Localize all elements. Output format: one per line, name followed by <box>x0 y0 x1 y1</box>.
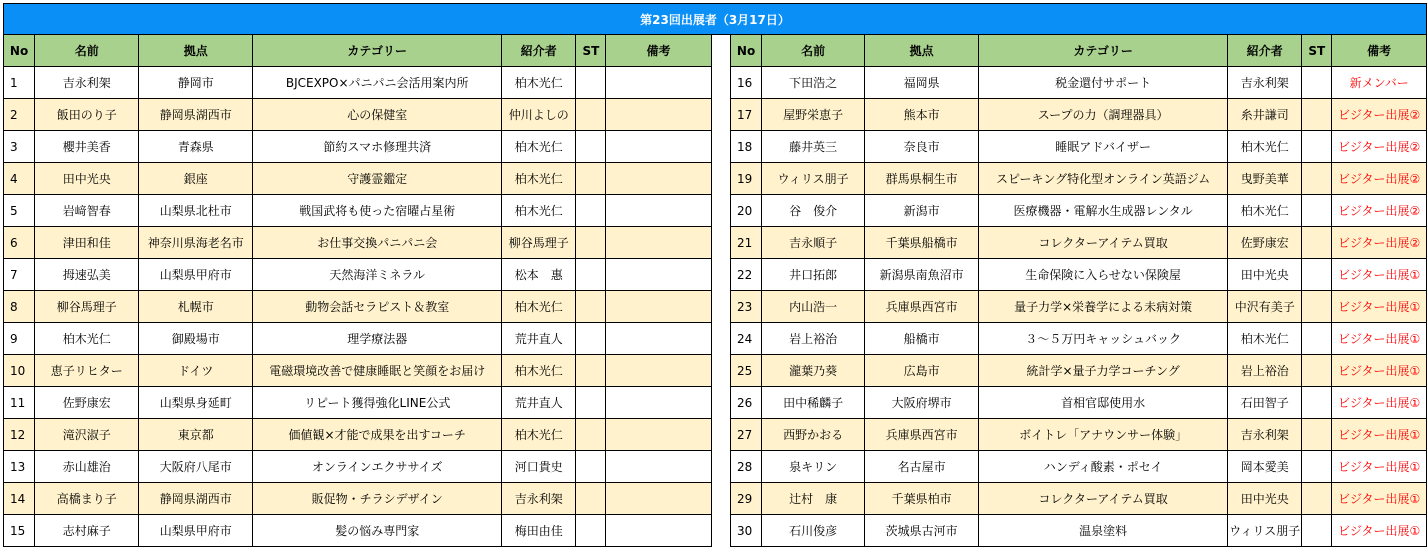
table-row <box>4 67 1427 99</box>
cell-referrer[interactable]: 松本 惠 <box>502 259 576 291</box>
cell-category[interactable]: 医療機器・電解水生成器レンタル <box>979 195 1228 227</box>
cell-no[interactable]: 19 <box>730 163 761 195</box>
cell-st[interactable] <box>1302 163 1332 195</box>
cell-referrer[interactable]: 柏木光仁 <box>1228 323 1302 355</box>
header-referrer[interactable]: 紹介者 <box>1228 35 1302 67</box>
cell-category[interactable]: 価値観×才能で成果を出すコーチ <box>253 419 502 451</box>
cell-st[interactable] <box>1302 227 1332 259</box>
spacer-cell <box>711 163 730 195</box>
cell-base[interactable]: 新潟県南魚沼市 <box>865 259 979 291</box>
cell-st[interactable] <box>576 483 606 515</box>
cell-base[interactable]: 山梨県甲府市 <box>139 259 253 291</box>
cell-name[interactable]: 滝沢淑子 <box>35 419 139 451</box>
cell-category[interactable]: 動物会話セラピスト＆教室 <box>253 291 502 323</box>
table-row <box>4 323 1427 355</box>
cell-referrer[interactable]: 柏木光仁 <box>1228 195 1302 227</box>
cell-referrer[interactable]: 柏木光仁 <box>502 67 576 99</box>
cell-st[interactable] <box>576 99 606 131</box>
header-base[interactable]: 拠点 <box>139 35 253 67</box>
cell-st[interactable] <box>1302 131 1332 163</box>
cell-no[interactable]: 18 <box>730 131 761 163</box>
cell-no[interactable]: 30 <box>730 515 761 547</box>
header-base[interactable]: 拠点 <box>865 35 979 67</box>
cell-st[interactable] <box>1302 67 1332 99</box>
cell-name[interactable]: 下田浩之 <box>762 67 865 99</box>
cell-st[interactable] <box>1302 419 1332 451</box>
cell-note[interactable]: ビジター出展② <box>1332 99 1427 131</box>
cell-category[interactable]: 天然海洋ミネラル <box>253 259 502 291</box>
spacer-cell <box>711 515 730 547</box>
cell-no[interactable]: 22 <box>730 259 761 291</box>
cell-base[interactable]: 山梨県北杜市 <box>139 195 253 227</box>
cell-base[interactable]: 広島市 <box>865 355 979 387</box>
cell-note[interactable]: ビジター出展② <box>1332 227 1427 259</box>
header-referrer[interactable]: 紹介者 <box>502 35 576 67</box>
spacer-column <box>711 35 730 67</box>
table-row <box>4 259 1427 291</box>
table-row <box>4 131 1427 163</box>
cell-name[interactable]: 岩上裕治 <box>762 323 865 355</box>
cell-name[interactable]: 吉永利架 <box>35 67 139 99</box>
cell-name[interactable]: 田中光央 <box>35 163 139 195</box>
cell-name[interactable]: 柏木光仁 <box>35 323 139 355</box>
cell-name[interactable]: 藤井英三 <box>762 131 865 163</box>
cell-base[interactable]: 茨城県古河市 <box>865 515 979 547</box>
cell-note[interactable] <box>606 227 711 259</box>
cell-st[interactable] <box>1302 323 1332 355</box>
cell-note[interactable]: ビジター出展② <box>1332 163 1427 195</box>
cell-category[interactable]: 温泉塗料 <box>979 515 1228 547</box>
cell-category[interactable]: 髪の悩み専門家 <box>253 515 502 547</box>
cell-name[interactable]: 恵子リヒター <box>35 355 139 387</box>
cell-base[interactable]: 山梨県甲府市 <box>139 515 253 547</box>
cell-category[interactable]: スープの力（調理器具） <box>979 99 1228 131</box>
cell-no[interactable]: 13 <box>4 451 35 483</box>
header-note[interactable]: 備考 <box>1332 35 1427 67</box>
cell-st[interactable] <box>576 419 606 451</box>
table-row <box>4 515 1427 547</box>
cell-name[interactable]: 櫻井美香 <box>35 131 139 163</box>
cell-no[interactable]: 24 <box>730 323 761 355</box>
cell-name[interactable]: 高橋まり子 <box>35 483 139 515</box>
cell-referrer[interactable]: 田中光央 <box>1228 259 1302 291</box>
cell-referrer[interactable]: 仲川よしの <box>502 99 576 131</box>
cell-note[interactable] <box>606 195 711 227</box>
cell-base[interactable]: 群馬県桐生市 <box>865 163 979 195</box>
cell-no[interactable]: 26 <box>730 387 761 419</box>
cell-base[interactable]: ドイツ <box>139 355 253 387</box>
cell-note[interactable] <box>606 515 711 547</box>
cell-name[interactable]: 志村麻子 <box>35 515 139 547</box>
cell-note[interactable] <box>606 419 711 451</box>
cell-base[interactable]: 熊本市 <box>865 99 979 131</box>
cell-category[interactable]: 戦国武将も使った宿曜占星術 <box>253 195 502 227</box>
cell-st[interactable] <box>576 451 606 483</box>
cell-category[interactable]: お仕事交換パニパニ会 <box>253 227 502 259</box>
cell-base[interactable]: 兵庫県西宮市 <box>865 419 979 451</box>
table-row <box>4 163 1427 195</box>
spacer-cell <box>711 483 730 515</box>
cell-name[interactable]: 吉永順子 <box>762 227 865 259</box>
cell-no[interactable]: 11 <box>4 387 35 419</box>
cell-note[interactable] <box>606 323 711 355</box>
cell-category[interactable]: オンラインエクササイズ <box>253 451 502 483</box>
table-row <box>4 355 1427 387</box>
cell-note[interactable]: 新メンバー <box>1332 67 1427 99</box>
cell-note[interactable] <box>606 163 711 195</box>
cell-no[interactable]: 3 <box>4 131 35 163</box>
cell-name[interactable]: 西野かおる <box>762 419 865 451</box>
cell-category[interactable]: コレクターアイテム買取 <box>979 483 1228 515</box>
header-no[interactable]: No <box>730 35 761 67</box>
cell-referrer[interactable]: 柏木光仁 <box>502 419 576 451</box>
cell-no[interactable]: 20 <box>730 195 761 227</box>
cell-category[interactable]: 心の保健室 <box>253 99 502 131</box>
cell-note[interactable]: ビジター出展① <box>1332 291 1427 323</box>
table-row <box>4 387 1427 419</box>
cell-note[interactable] <box>606 291 711 323</box>
cell-category[interactable]: BJCEXPO×パニパニ会活用案内所 <box>253 67 502 99</box>
spacer-cell <box>711 451 730 483</box>
cell-no[interactable]: 23 <box>730 291 761 323</box>
cell-note[interactable]: ビジター出展① <box>1332 515 1427 547</box>
cell-category[interactable]: 販促物・チラシデザイン <box>253 483 502 515</box>
cell-category[interactable]: ハンディ酸素・ポセイ <box>979 451 1228 483</box>
cell-base[interactable]: 千葉県柏市 <box>865 483 979 515</box>
cell-name[interactable]: 田中稀麟子 <box>762 387 865 419</box>
cell-category[interactable]: 首相官邸使用水 <box>979 387 1228 419</box>
cell-category[interactable]: 睡眠アドバイザー <box>979 131 1228 163</box>
cell-st[interactable] <box>576 355 606 387</box>
cell-st[interactable] <box>1302 259 1332 291</box>
cell-category[interactable]: 統計学×量子力学コーチング <box>979 355 1228 387</box>
cell-referrer[interactable]: 柏木光仁 <box>502 163 576 195</box>
table-row <box>4 227 1427 259</box>
cell-no[interactable]: 8 <box>4 291 35 323</box>
header-st[interactable]: ST <box>576 35 606 67</box>
cell-name[interactable]: 井口拓郎 <box>762 259 865 291</box>
cell-name[interactable]: 佐野康宏 <box>35 387 139 419</box>
cell-referrer[interactable]: ウィリス朋子 <box>1228 515 1302 547</box>
cell-referrer[interactable]: 糸井謙司 <box>1228 99 1302 131</box>
cell-referrer[interactable]: 柳谷馬理子 <box>502 227 576 259</box>
cell-base[interactable]: 静岡市 <box>139 67 253 99</box>
cell-no[interactable]: 14 <box>4 483 35 515</box>
header-name[interactable]: 名前 <box>762 35 865 67</box>
spacer-cell <box>711 227 730 259</box>
cell-st[interactable] <box>1302 451 1332 483</box>
cell-no[interactable]: 15 <box>4 515 35 547</box>
cell-base[interactable]: 兵庫県西宮市 <box>865 291 979 323</box>
cell-st[interactable] <box>576 291 606 323</box>
cell-note[interactable]: ビジター出展① <box>1332 355 1427 387</box>
cell-category[interactable]: 量子力学×栄養学による未病対策 <box>979 291 1228 323</box>
cell-base[interactable]: 名古屋市 <box>865 451 979 483</box>
cell-base[interactable]: 新潟市 <box>865 195 979 227</box>
cell-note[interactable]: ビジター出展① <box>1332 419 1427 451</box>
spacer-cell <box>711 419 730 451</box>
cell-name[interactable]: 拇速弘美 <box>35 259 139 291</box>
cell-category[interactable]: リピート獲得強化LINE公式 <box>253 387 502 419</box>
cell-referrer[interactable]: 柏木光仁 <box>1228 131 1302 163</box>
cell-st[interactable] <box>576 323 606 355</box>
cell-base[interactable]: 銀座 <box>139 163 253 195</box>
exhibitor-table <box>3 3 1427 547</box>
cell-st[interactable] <box>1302 195 1332 227</box>
cell-no[interactable]: 1 <box>4 67 35 99</box>
cell-note[interactable]: ビジター出展① <box>1332 451 1427 483</box>
table-row <box>4 483 1427 515</box>
spacer-cell <box>711 195 730 227</box>
cell-category[interactable]: 守護霊鑑定 <box>253 163 502 195</box>
cell-referrer[interactable]: 梅田由佳 <box>502 515 576 547</box>
cell-base[interactable]: 大阪府堺市 <box>865 387 979 419</box>
cell-st[interactable] <box>1302 515 1332 547</box>
cell-st[interactable] <box>576 387 606 419</box>
cell-no[interactable]: 9 <box>4 323 35 355</box>
cell-st[interactable] <box>576 259 606 291</box>
cell-note[interactable] <box>606 355 711 387</box>
cell-base[interactable]: 静岡県湖西市 <box>139 99 253 131</box>
cell-st[interactable] <box>576 227 606 259</box>
header-no[interactable]: No <box>4 35 35 67</box>
cell-referrer[interactable]: 石田智子 <box>1228 387 1302 419</box>
table-row <box>4 291 1427 323</box>
cell-note[interactable] <box>606 99 711 131</box>
cell-no[interactable]: 27 <box>730 419 761 451</box>
cell-note[interactable]: ビジター出展① <box>1332 387 1427 419</box>
header-name[interactable]: 名前 <box>35 35 139 67</box>
cell-note[interactable]: ビジター出展② <box>1332 131 1427 163</box>
cell-note[interactable] <box>606 451 711 483</box>
cell-base[interactable]: 御殿場市 <box>139 323 253 355</box>
cell-referrer[interactable]: 柏木光仁 <box>502 291 576 323</box>
cell-referrer[interactable]: 岡本愛美 <box>1228 451 1302 483</box>
cell-note[interactable]: ビジター出展① <box>1332 323 1427 355</box>
cell-name[interactable]: 泉キリン <box>762 451 865 483</box>
cell-category[interactable]: 節約スマホ修理共済 <box>253 131 502 163</box>
cell-referrer[interactable]: 田中光央 <box>1228 483 1302 515</box>
cell-st[interactable] <box>1302 483 1332 515</box>
cell-note[interactable] <box>606 387 711 419</box>
cell-name[interactable]: 谷 俊介 <box>762 195 865 227</box>
cell-no[interactable]: 2 <box>4 99 35 131</box>
table-row <box>4 451 1427 483</box>
cell-name[interactable]: 赤山雄治 <box>35 451 139 483</box>
spacer-cell <box>711 323 730 355</box>
cell-referrer[interactable]: 荒井直人 <box>502 323 576 355</box>
cell-referrer[interactable]: 曳野美華 <box>1228 163 1302 195</box>
cell-name[interactable]: ウィリス朋子 <box>762 163 865 195</box>
cell-name[interactable]: 辻村 康 <box>762 483 865 515</box>
spacer-cell <box>711 67 730 99</box>
cell-category[interactable]: ボイトレ「アナウンサー体験」 <box>979 419 1228 451</box>
cell-category[interactable]: 生命保険に入らせない保険屋 <box>979 259 1228 291</box>
cell-referrer[interactable]: 荒井直人 <box>502 387 576 419</box>
cell-base[interactable]: 東京都 <box>139 419 253 451</box>
cell-category[interactable]: スピーキング特化型オンライン英語ジム <box>979 163 1228 195</box>
cell-name[interactable]: 岩﨑智春 <box>35 195 139 227</box>
cell-base[interactable]: 青森県 <box>139 131 253 163</box>
cell-referrer[interactable]: 佐野康宏 <box>1228 227 1302 259</box>
cell-category[interactable]: 理学療法器 <box>253 323 502 355</box>
table-row <box>4 195 1427 227</box>
cell-st[interactable] <box>1302 387 1332 419</box>
cell-base[interactable]: 山梨県身延町 <box>139 387 253 419</box>
cell-name[interactable]: 柳谷馬理子 <box>35 291 139 323</box>
spacer-cell <box>711 259 730 291</box>
cell-name[interactable]: 石川俊彦 <box>762 515 865 547</box>
cell-no[interactable]: 29 <box>730 483 761 515</box>
cell-no[interactable]: 5 <box>4 195 35 227</box>
cell-no[interactable]: 17 <box>730 99 761 131</box>
cell-no[interactable]: 28 <box>730 451 761 483</box>
cell-base[interactable]: 船橋市 <box>865 323 979 355</box>
cell-st[interactable] <box>576 67 606 99</box>
cell-st[interactable] <box>576 131 606 163</box>
spacer-cell <box>711 99 730 131</box>
cell-referrer[interactable]: 吉永利架 <box>1228 67 1302 99</box>
spacer-cell <box>711 355 730 387</box>
cell-note[interactable] <box>606 483 711 515</box>
cell-no[interactable]: 16 <box>730 67 761 99</box>
cell-no[interactable]: 6 <box>4 227 35 259</box>
cell-st[interactable] <box>576 515 606 547</box>
table-row <box>4 99 1427 131</box>
cell-referrer[interactable]: 岩上裕治 <box>1228 355 1302 387</box>
header-category[interactable]: カテゴリー <box>979 35 1228 67</box>
cell-referrer[interactable]: 柏木光仁 <box>502 131 576 163</box>
cell-referrer[interactable]: 河口貴史 <box>502 451 576 483</box>
cell-name[interactable]: 内山浩一 <box>762 291 865 323</box>
cell-category[interactable]: コレクターアイテム買取 <box>979 227 1228 259</box>
cell-no[interactable]: 10 <box>4 355 35 387</box>
cell-category[interactable]: ３～５万円キャッシュバック <box>979 323 1228 355</box>
cell-base[interactable]: 千葉県船橋市 <box>865 227 979 259</box>
cell-no[interactable]: 21 <box>730 227 761 259</box>
cell-note[interactable]: ビジター出展① <box>1332 483 1427 515</box>
cell-no[interactable]: 12 <box>4 419 35 451</box>
cell-note[interactable] <box>606 259 711 291</box>
header-category[interactable]: カテゴリー <box>253 35 502 67</box>
cell-referrer[interactable]: 吉永利架 <box>502 483 576 515</box>
cell-base[interactable]: 札幌市 <box>139 291 253 323</box>
header-st[interactable]: ST <box>1302 35 1332 67</box>
cell-base[interactable]: 大阪府八尾市 <box>139 451 253 483</box>
cell-st[interactable] <box>576 195 606 227</box>
spacer-cell <box>711 387 730 419</box>
cell-base[interactable]: 奈良市 <box>865 131 979 163</box>
cell-note[interactable] <box>606 131 711 163</box>
cell-st[interactable] <box>1302 99 1332 131</box>
cell-category[interactable]: 電磁環境改善で健康睡眠と笑顔をお届け <box>253 355 502 387</box>
cell-referrer[interactable]: 柏木光仁 <box>502 195 576 227</box>
cell-st[interactable] <box>1302 291 1332 323</box>
table-row <box>4 419 1427 451</box>
cell-no[interactable]: 25 <box>730 355 761 387</box>
cell-no[interactable]: 4 <box>4 163 35 195</box>
cell-note[interactable]: ビジター出展① <box>1332 259 1427 291</box>
cell-referrer[interactable]: 吉永利架 <box>1228 419 1302 451</box>
cell-name[interactable]: 津田和佳 <box>35 227 139 259</box>
cell-category[interactable]: 税金還付サポート <box>979 67 1228 99</box>
spacer-cell <box>711 131 730 163</box>
cell-base[interactable]: 福岡県 <box>865 67 979 99</box>
cell-referrer[interactable]: 柏木光仁 <box>502 355 576 387</box>
cell-name[interactable]: 飯田のり子 <box>35 99 139 131</box>
cell-name[interactable]: 屋野栄恵子 <box>762 99 865 131</box>
cell-base[interactable]: 静岡県湖西市 <box>139 483 253 515</box>
cell-base[interactable]: 神奈川県海老名市 <box>139 227 253 259</box>
spacer-cell <box>711 291 730 323</box>
cell-referrer[interactable]: 中沢有美子 <box>1228 291 1302 323</box>
header-note[interactable]: 備考 <box>606 35 711 67</box>
cell-no[interactable]: 7 <box>4 259 35 291</box>
cell-st[interactable] <box>576 163 606 195</box>
cell-name[interactable]: 瀧葉乃葵 <box>762 355 865 387</box>
cell-note[interactable] <box>606 67 711 99</box>
cell-st[interactable] <box>1302 355 1332 387</box>
cell-note[interactable]: ビジター出展② <box>1332 195 1427 227</box>
sheet-title[interactable]: 第23回出展者（3月17日） <box>4 4 1427 35</box>
